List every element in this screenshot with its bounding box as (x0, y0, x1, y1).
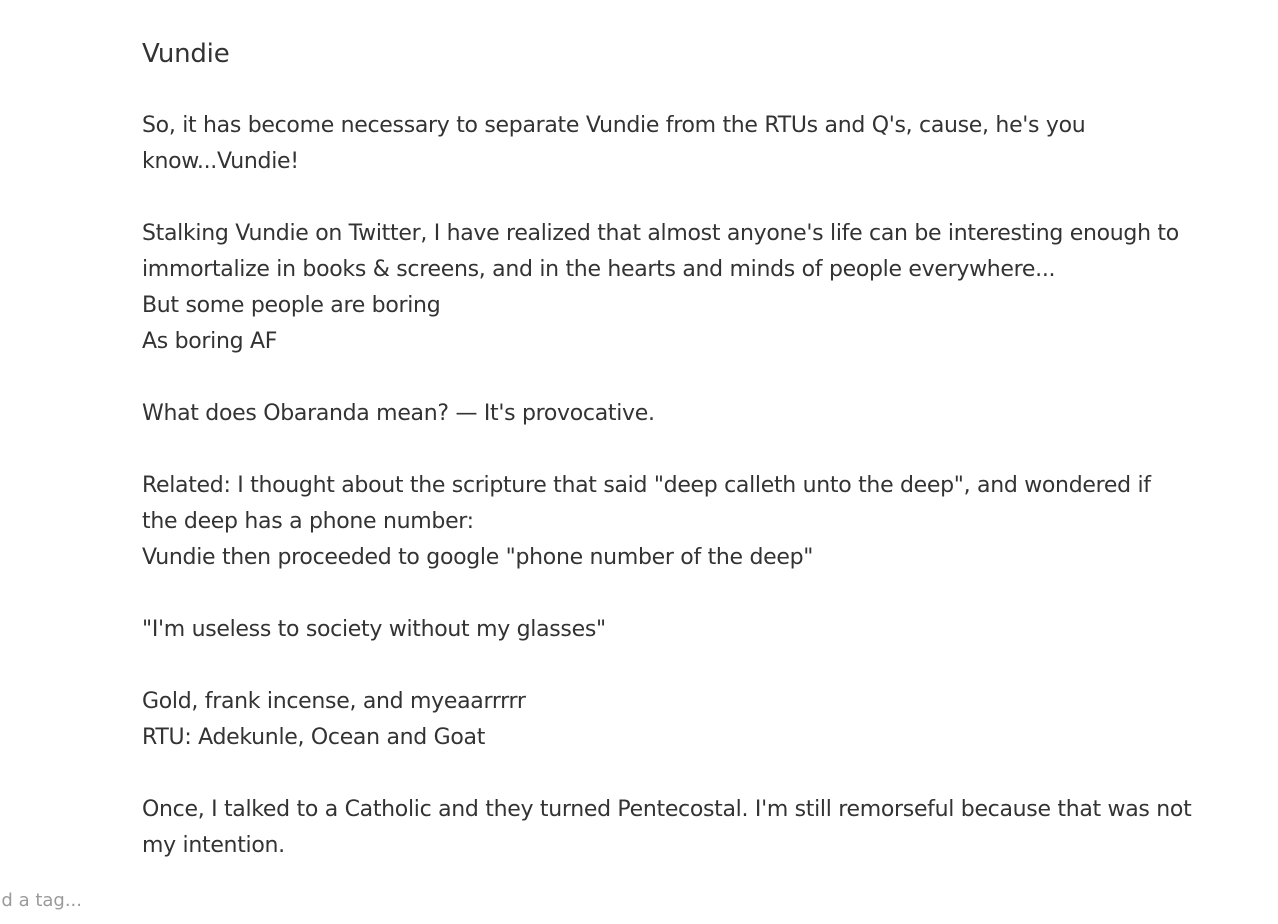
note-title[interactable]: Vundie (142, 39, 230, 69)
text-line: Stalking Vundie on Twitter, I have realized that almost anyone's life can be interesting enough to (142, 221, 1179, 246)
text-line: Gold, frank incense, and myeaarrrrr (142, 689, 526, 714)
text-line: Vundie then proceeded to google "phone number of the deep" (142, 545, 814, 570)
text-line: So, it has become necessary to separate Vundie from the RTUs and Q's, cause, he's you (142, 113, 1086, 138)
paragraph-6 (142, 684, 1202, 756)
text-line: What does Obaranda mean? — It's provocative. (142, 401, 655, 426)
paragraph-3 (142, 396, 1202, 432)
text-line: As boring AF (142, 329, 278, 354)
text-line: know...Vundie! (142, 149, 299, 174)
text-line: "I'm useless to society without my glasses" (142, 617, 606, 642)
note-editor[interactable] (142, 36, 1202, 900)
paragraph-5 (142, 612, 1202, 648)
paragraph-2 (142, 216, 1202, 360)
add-tag-input[interactable] (0, 884, 198, 916)
text-line: Once, I talked to a Catholic and they turned Pentecostal. I'm still remorseful because that was not (142, 797, 1192, 822)
note-body[interactable] (142, 108, 1202, 864)
text-line: the deep has a phone number: (142, 509, 474, 534)
text-line: But some people are boring (142, 293, 441, 318)
text-line: Related: I thought about the scripture that said "deep calleth unto the deep", and wondered if (142, 473, 1151, 498)
text-line: RTU: Adekunle, Ocean and Goat (142, 725, 486, 750)
paragraph-1 (142, 108, 1202, 180)
paragraph-4 (142, 468, 1202, 576)
text-line: my intention. (142, 833, 285, 858)
paragraph-7 (142, 792, 1202, 864)
text-line: immortalize in books & screens, and in the hearts and minds of people everywhere... (142, 257, 1056, 282)
